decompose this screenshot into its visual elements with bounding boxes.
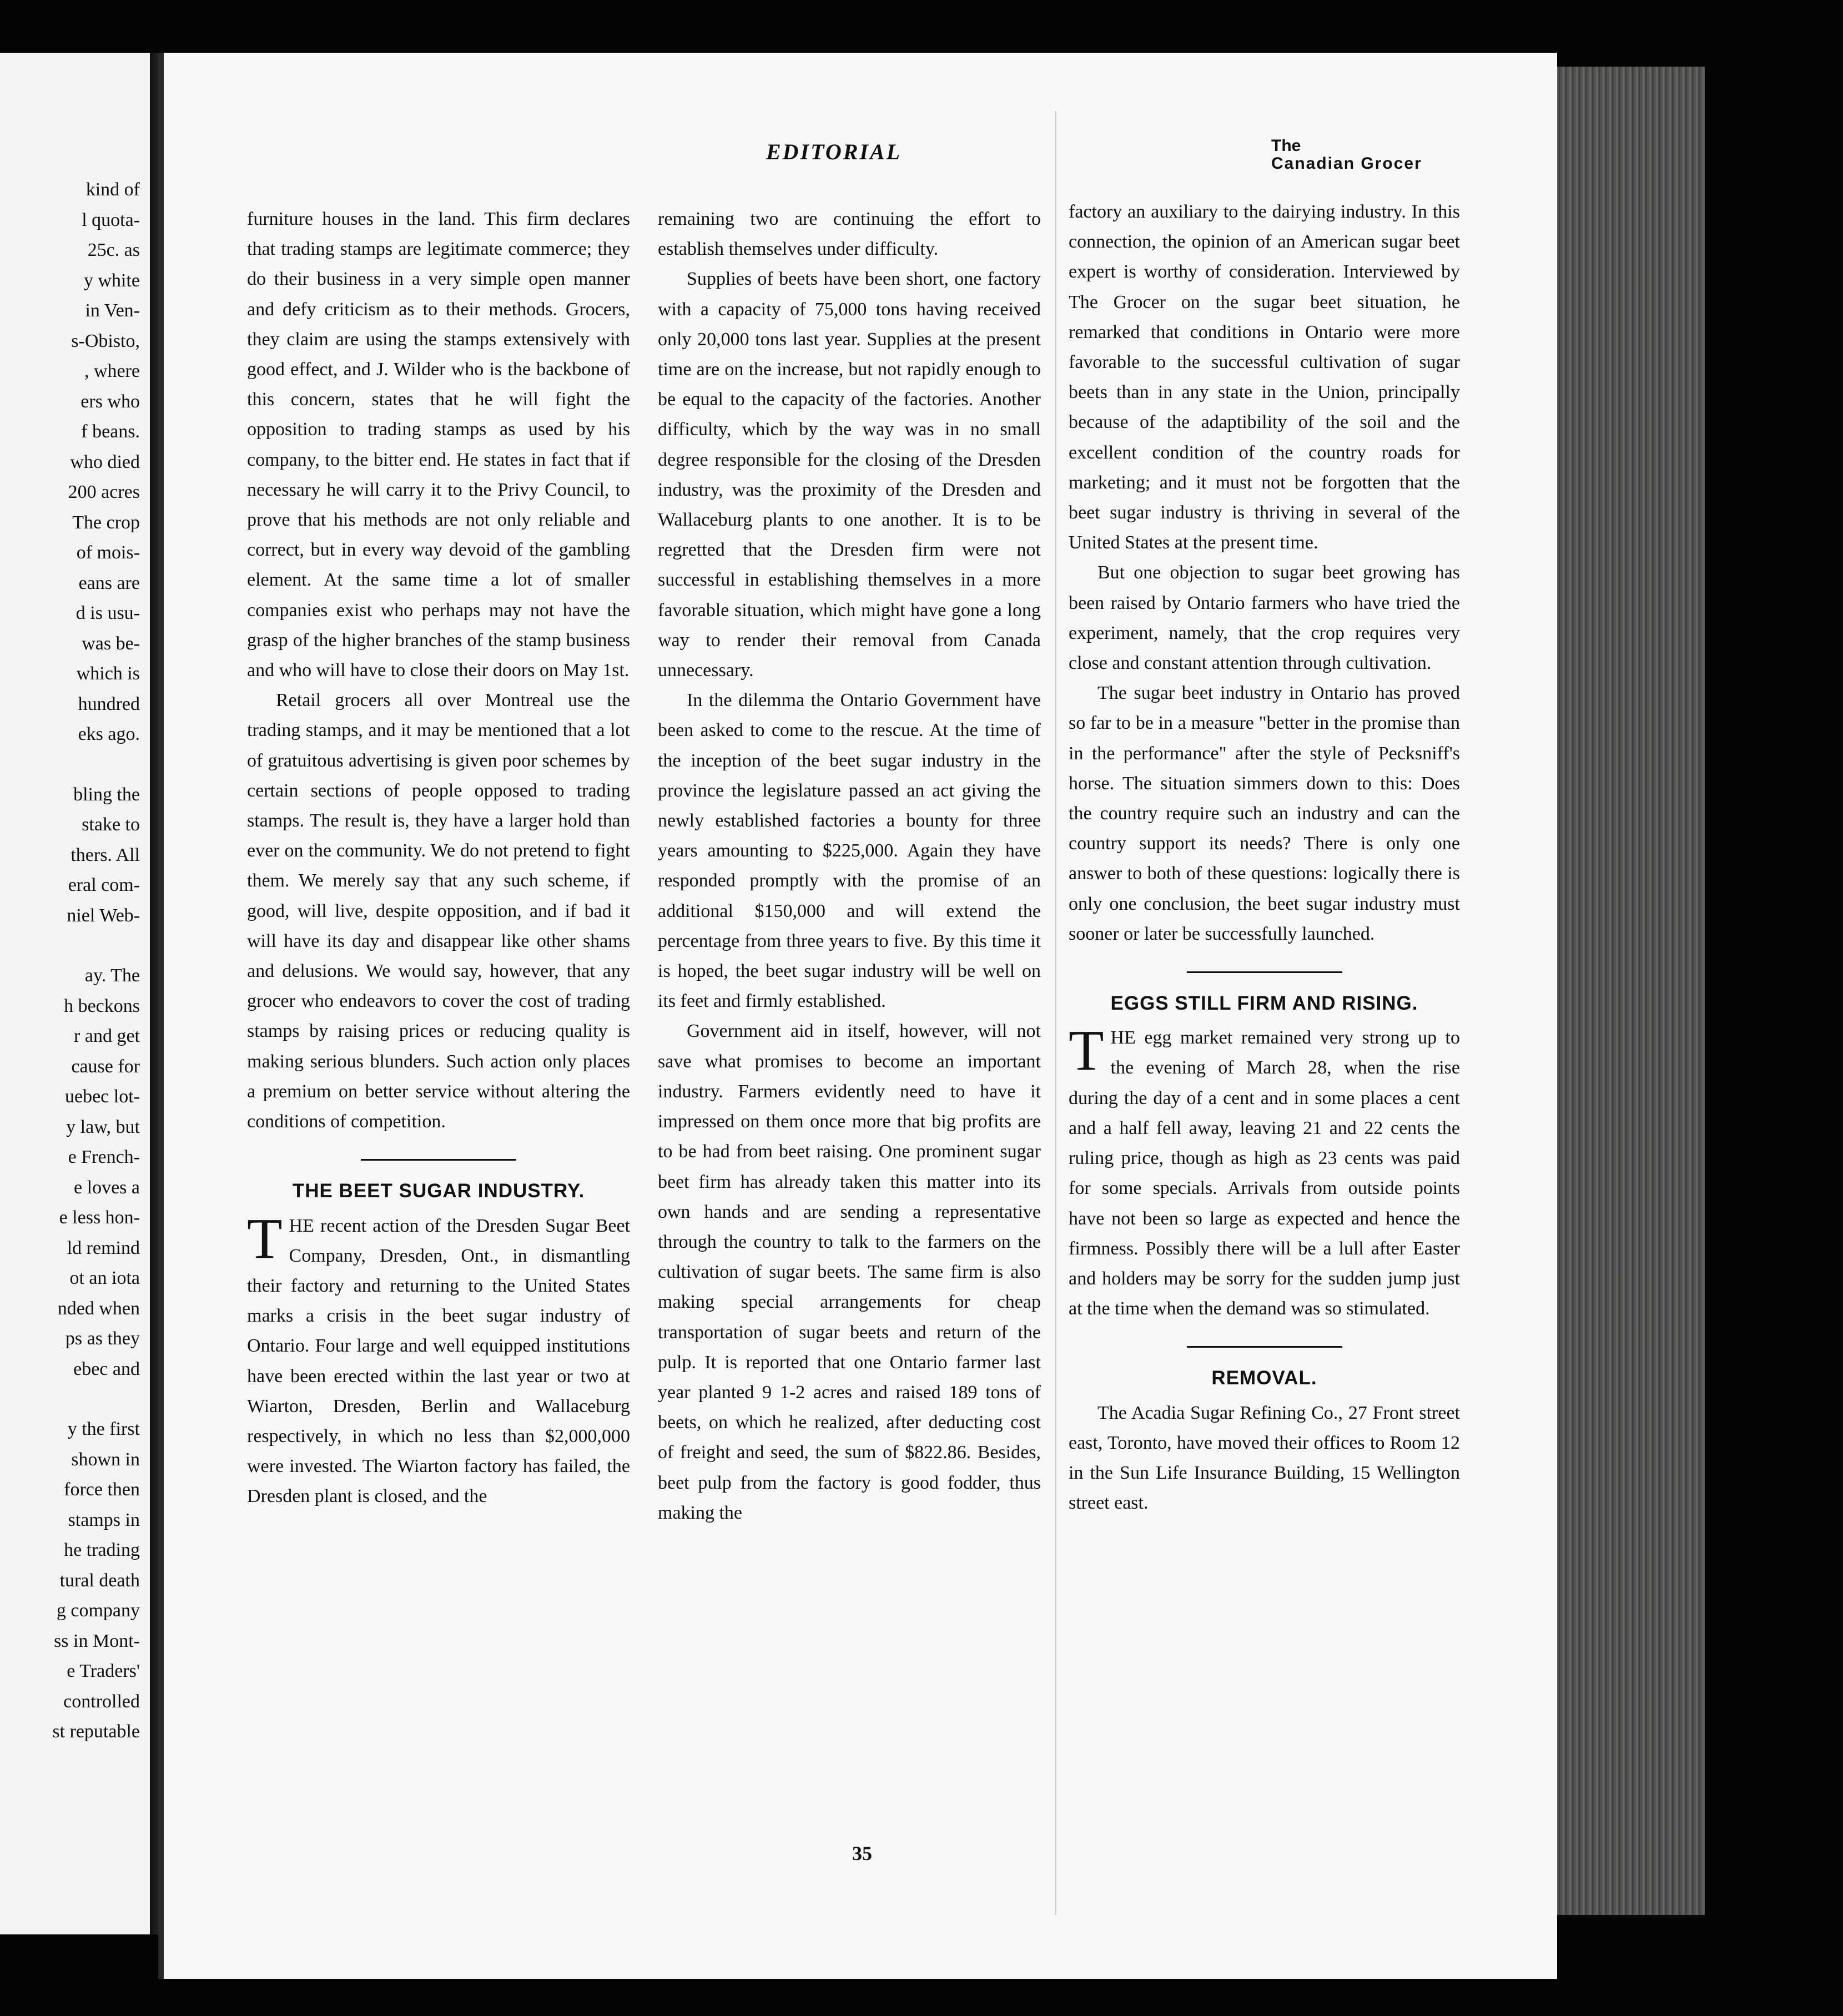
column-3 <box>1069 197 1460 1518</box>
left-page-line: ebec and <box>73 1358 140 1379</box>
left-page-line: ot an iota <box>69 1268 140 1288</box>
beet-sugar-paragraph-4: In the dilemma the Ontario Government have been asked to come to the rescue. At the time of the inception of the beet sugar industry in the province the legislature passed an act giving the newly established factories a bounty for three years amounting to $225,000. Again they have responded promptly with the promise of an additional $150,000 and will extend the percentage from three years to five. By this time it is hoped, the beet sugar industry will be well on its feet and firmly established. <box>658 690 1041 1012</box>
left-page-line: st reputable <box>52 1721 140 1742</box>
left-page-line: of mois- <box>76 542 140 563</box>
section-separator <box>1187 1346 1342 1348</box>
left-page-line: d is usu- <box>75 603 140 623</box>
beet-sugar-paragraph-6: factory an auxiliary to the dairying industry. In this connection, the opinion of an American sugar beet expert is worthy of consideration. Interviewed by The Grocer on the sugar beet situation, he remarked that conditions in Ontario were more favorable to the successful cultivation of sugar beets than in any state in the Union, principally because of the adaptibility of the soil and the excellent condition of the country roads for marketing; and it must not be forgotten that the beet sugar industry is thriving in several of the United States at the present time. <box>1069 201 1460 553</box>
left-page-line: which is <box>76 663 140 684</box>
left-page-line: shown in <box>71 1449 140 1470</box>
column-1 <box>247 204 630 1512</box>
left-page-line: eans are <box>78 572 140 593</box>
eggs-text: HE egg market remained very strong up to the evening of March 28, when the rise during the day of a cent and in some places a cent and a half fell away, leaving 21 and 22 cents the ruling price, though as high as 23 cents was paid for some specials. Arrivals from outside points have not been so large as expected and hence the firmness. Possibly there will be a lull after Easter and holders may be sorry for the sudden jump just at the time when the demand was so stimulated. <box>1069 1027 1460 1319</box>
column-divider <box>1055 111 1056 1915</box>
left-page-line: y the first <box>67 1419 140 1439</box>
trading-stamps-paragraph-2: Retail grocers all over Montreal use the trading stamps, and it may be mentioned that a lot of gratuitous advertising is given poor schemes by certain sections of people opposed to trading stamps. The result is, they have a larger hold than ever on the community. We do not pretend to fight them. We merely say that any such scheme, if good, will live, despite opposition, and if bad it will have its day and disappear like other shams and delusions. We would say, however, that any grocer who endeavors to cover the cost of trading stamps by raising prices or reducing quality is making serious blunders. Such action only places a premium on better service without altering the conditions of competition. <box>247 690 630 1132</box>
left-page-line: bling the <box>73 784 140 805</box>
left-page-line: stake to <box>82 814 140 835</box>
column-2 <box>658 204 1041 1528</box>
left-page-line: who died <box>70 451 140 472</box>
left-page-line: ss in Mont- <box>54 1630 140 1651</box>
left-page-line: ay. The <box>84 965 140 986</box>
left-page-line: h beckons <box>64 995 140 1016</box>
eggs-dropcap: T <box>1069 1019 1104 1083</box>
left-page-line: nded when <box>57 1298 140 1319</box>
left-page-line: tural death <box>59 1570 140 1591</box>
beet-sugar-paragraph-8: The sugar beet industry in Ontario has proved so far to be in a measure "better in the promise than in the performance" after the style of Pecksniff's horse. The situation simmers down to this: Does the country require such an industry and can the country support its needs? There is only one answer to both of these questions: logically there is only one conclusion, the beet sugar industry must sooner or later be successfully launched. <box>1069 683 1460 944</box>
left-page-line: e Traders' <box>67 1661 140 1681</box>
left-page-line: y white <box>83 270 140 291</box>
beet-sugar-paragraph-2: remaining two are continuing the effort to establish themselves under difficulty. <box>658 209 1041 260</box>
left-page-line: stamps in <box>68 1509 140 1530</box>
left-page-line: cause for <box>71 1056 140 1077</box>
left-page-line: kind of <box>85 179 140 200</box>
beet-sugar-paragraph-1 <box>247 1206 630 1512</box>
left-page-line: force then <box>64 1479 140 1500</box>
left-page-line: 25c. as <box>87 240 140 260</box>
removal-heading: REMOVAL. <box>1211 1367 1317 1389</box>
eggs-paragraph <box>1069 1019 1460 1324</box>
left-page-line: ers who <box>80 391 140 412</box>
left-page-line: s-Obisto, <box>71 330 140 351</box>
left-page-line: e less hon- <box>59 1207 140 1228</box>
beet-sugar-paragraph-3: Supplies of beets have been short, one factory with a capacity of 75,000 tons having received only 20,000 tons last year. Supplies at the present time are on the increase, but not rapidly enough to be equal to the capacity of the factories. Another difficulty, which by the way was in no small degree responsible for the closing of the Dresden industry, was the proximity of the Dresden and Wallaceburg plants to one another. It is to be regretted that the Dresden firm were not successful in establishing themselves in a more favorable situation, which might have gone a long way to render their removal from Canada unnecessary. <box>658 269 1041 681</box>
beet-sugar-paragraph-5: Government aid in itself, however, will not save what promises to become an important industry. Farmers evidently need to have it impressed on them once more that big profits are to be had from beet raising. One prominent sugar beet firm has already taken this matter into its own hands and are sending a representative through the country to talk to the farmers on the cultivation of sugar beets. The same firm is also making special arrangements for cheap transportation of sugar beets and return of the pulp. It is reported that one Ontario farmer last year planted 9 1-2 acres and raised 189 tons of beets, on which he realized, after deducting cost of freight and seed, the sum of $822.86. Besides, beet pulp from the factory is good fodder, thus making the <box>658 1021 1041 1523</box>
left-page-line: ld remind <box>67 1237 140 1258</box>
beet-sugar-heading: THE BEET SUGAR INDUSTRY. <box>292 1180 585 1202</box>
beet-sugar-text: HE recent action of the Dresden Sugar Beet Company, Dresden, Ont., in dismantling their factory and returning to the United States marks a crisis in the beet sugar industry of Ontario. Four large and well equipped institutions have been erected within the last year or two at Wiarton, Dresden, Berlin and Wallaceburg respectively, in which no less than $2,000,000 were invested. The Wiarton factory has failed, the Dresden plant is closed, and the <box>247 1215 630 1507</box>
removal-paragraph: The Acadia Sugar Refining Co., 27 Front street east, Toronto, have moved their offices to Room 12 in the Sun Life Insurance Building, 15 Wellington street east. <box>1069 1402 1460 1514</box>
left-page-line: eks ago. <box>78 724 140 744</box>
left-page-line: he trading <box>64 1540 140 1560</box>
left-page-line: uebec lot- <box>65 1086 140 1107</box>
left-page-line: l quota- <box>82 209 140 230</box>
left-page-line: hundred <box>78 693 140 714</box>
left-page-line: controlled <box>63 1691 140 1712</box>
masthead-line-2: Canadian Grocer <box>1271 154 1422 173</box>
section-separator <box>361 1159 516 1161</box>
book-page-edges <box>1552 67 1705 1915</box>
left-page-line: thers. All <box>71 844 140 865</box>
left-page-line: y law, but <box>66 1116 140 1137</box>
left-page-line: 200 acres <box>68 482 140 502</box>
left-page-line: niel Web- <box>67 905 140 926</box>
left-page-line: ps as they <box>65 1328 140 1349</box>
masthead <box>1271 138 1422 172</box>
section-header: EDITORIAL <box>766 139 902 164</box>
beet-sugar-paragraph-7: But one objection to sugar beet growing has been raised by Ontario farmers who have tried the experiment, namely, that the crop requires very close and constant attention through cultivation. <box>1069 562 1460 674</box>
section-separator <box>1187 971 1342 973</box>
page-number: 35 <box>852 1842 872 1864</box>
trading-stamps-paragraph-1: furniture houses in the land. This firm declares that trading stamps are legitimate commerce; they do their business in a very simple open manner and defy criticism as to their methods. Grocers, they claim are using the stamps extensively with good effect, and J. Wilder who is the backbone of this concern, states that he will fight the opposition to trading stamps as used by his company, to the bitter end. He states in fact that if necessary he will carry it to the Privy Council, to prove that his methods are not only reliable and correct, but in every way devoid of the gambling element. At the same time a lot of smaller companies exist who perhaps may not have the grasp of the higher branches of the stamp business and who will have to close their doors on May 1st. <box>247 209 630 681</box>
left-page-line: , where <box>84 361 140 381</box>
left-page-line: e French- <box>68 1147 140 1167</box>
left-page-line: eral com- <box>68 875 140 895</box>
left-page-line: e loves a <box>74 1177 140 1198</box>
beet-dropcap: T <box>247 1206 283 1271</box>
left-page-line: The crop <box>72 512 140 533</box>
left-page-line: f beans. <box>81 421 140 442</box>
left-page-line: was be- <box>82 633 140 654</box>
left-page-line: g company <box>56 1600 140 1621</box>
masthead-line-1: The <box>1271 137 1301 155</box>
left-page-line: in Ven- <box>85 300 140 321</box>
left-page-fragment <box>0 53 153 1934</box>
left-page-line: r and get <box>74 1026 140 1046</box>
eggs-heading: EGGS STILL FIRM AND RISING. <box>1110 992 1418 1015</box>
